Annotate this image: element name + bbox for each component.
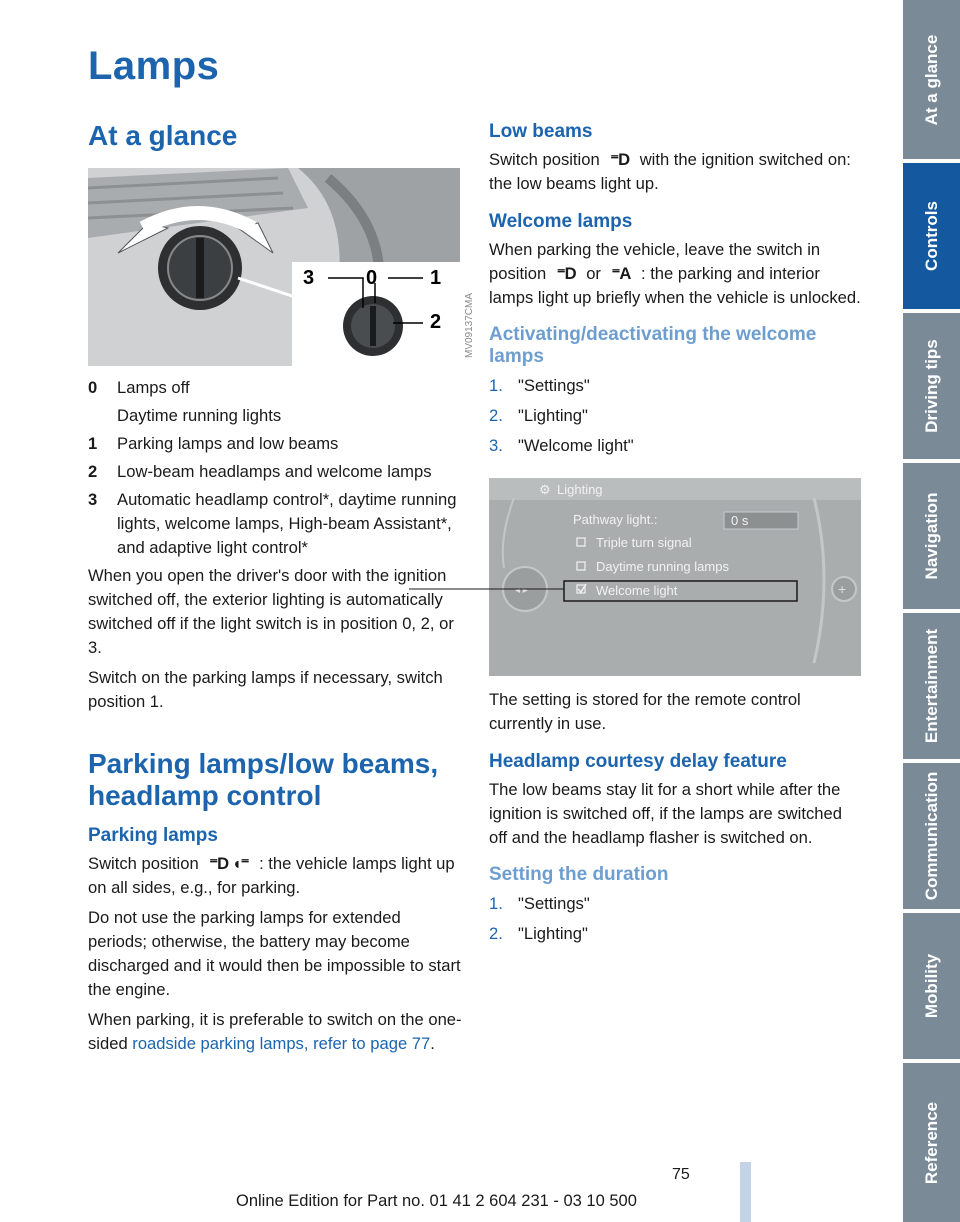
subheading: Low beams xyxy=(489,121,593,142)
chapter-tabs xyxy=(903,0,960,1222)
light-switch-photo xyxy=(88,168,475,366)
list-item: 1. "Settings" xyxy=(489,376,590,395)
list-item: 2 Low-beam headlamps and welcome lamps xyxy=(88,462,432,481)
tab-mobility[interactable]: Mobility xyxy=(903,913,960,1059)
pathway-label: Pathway light.: xyxy=(573,512,658,527)
tab-driving-tips[interactable]: Driving tips xyxy=(903,313,960,459)
subheading: Parking lamps xyxy=(88,825,218,846)
list-item: 1. "Settings" xyxy=(489,894,590,913)
at-a-glance-heading: At a glance xyxy=(88,120,238,151)
figure-watermark: MV09137CMA xyxy=(464,292,475,358)
list-item: 2. "Lighting" xyxy=(489,924,588,943)
tab-controls[interactable]: Controls xyxy=(903,163,960,309)
paragraph: The low beams stay lit for a short while after the ignition is switched off, if the lamps are switched off and the headlamp flasher is switched on. xyxy=(489,780,842,847)
paragraph: The setting is stored for the remote control currently in use. xyxy=(489,690,801,733)
tab-reference[interactable]: Reference xyxy=(903,1063,960,1222)
plus-icon: + xyxy=(838,581,847,597)
left-column xyxy=(88,120,475,1062)
numbered-steps xyxy=(489,892,863,946)
list-item: 1 Parking lamps and low beams xyxy=(88,434,339,453)
low-beam-icon: ⁼D xyxy=(556,264,576,283)
callout-2: 2 xyxy=(430,311,442,333)
subheading: Headlamp courtesy delay feature xyxy=(489,751,787,772)
list-item: Daytime running lights xyxy=(117,406,282,425)
subheading: Welcome lamps xyxy=(489,211,633,232)
right-column xyxy=(489,120,863,952)
lamp-positions-list xyxy=(88,376,462,560)
paragraph: Switch on the parking lamps if necessary, switch position 1. xyxy=(88,668,443,711)
footer-text: Online Edition for Part no. 01 41 2 604 231 - 03 10 500 xyxy=(236,1192,637,1210)
callout-1: 1 xyxy=(430,267,442,289)
callout-3: 3 xyxy=(303,267,315,289)
list-item: 3. "Welcome light" xyxy=(489,436,634,455)
numbered-steps xyxy=(489,374,863,458)
page-number: 75 xyxy=(672,1166,690,1183)
paragraph: When parking, it is preferable to switch on the one-sided roadside parking lamps, refer to page 77. xyxy=(88,1010,462,1053)
list-item: 3 Automatic headlamp control*, daytime running lights, welcome lamps, High-beam Assistant*, and adaptive light control* xyxy=(88,490,457,557)
menu-item-daytime-lamps: Daytime running lamps xyxy=(596,559,729,574)
section-heading: Parking lamps/low beams, headlamp control xyxy=(88,748,439,811)
auto-headlamp-icon: ⁼A xyxy=(611,264,631,283)
subheading: Setting the duration xyxy=(489,864,669,885)
subheading: Activating/deactivating the welcome lamps xyxy=(489,324,817,367)
callout-0: 0 xyxy=(366,267,378,289)
list-item: 2. "Lighting" xyxy=(489,406,588,425)
tab-navigation[interactable]: Navigation xyxy=(903,463,960,609)
paragraph: When parking the vehicle, leave the switch in position ⁼D or ⁼A : the parking and interior lamps light up briefly when the vehicle is unlocked. xyxy=(489,240,861,307)
tab-communication[interactable]: Communication xyxy=(903,763,960,909)
page-marker xyxy=(740,1162,751,1222)
light-switch-illustration xyxy=(88,168,475,366)
page-reference-link[interactable]: roadside parking lamps, refer to page 77 xyxy=(132,1034,431,1053)
pathway-value: 0 s xyxy=(731,513,749,528)
paragraph: Switch position ⁼D with the ignition switched on: the low beams light up. xyxy=(489,150,851,193)
paragraph: When you open the driver's door with the ignition switched off, the exterior lighting is automatically switched off if the light switch is in position 0, 2, or 3. xyxy=(88,566,454,657)
paragraph: Switch position ⁼D ◖⁼ : the vehicle lamps light up on all sides, e.g., for parking. xyxy=(88,854,455,897)
menu-item-welcome-light: Welcome light xyxy=(596,583,678,598)
controller-arrows-icon: ◂ ▸ xyxy=(515,585,528,596)
gear-icon: ⚙ xyxy=(539,482,551,497)
page-title: Lamps xyxy=(88,44,220,88)
tab-entertainment[interactable]: Entertainment xyxy=(903,613,960,759)
screen-title: Lighting xyxy=(557,482,603,497)
menu-item-triple-turn: Triple turn signal xyxy=(596,535,692,550)
parking-lamps-icon: ⁼D ◖⁼ xyxy=(209,854,249,873)
low-beam-icon: ⁼D xyxy=(610,150,630,169)
list-item: 0 Lamps off xyxy=(88,378,190,397)
lighting-menu-illustration xyxy=(489,478,861,676)
tab-at-a-glance[interactable]: At a glance xyxy=(903,0,960,159)
paragraph: Do not use the parking lamps for extended periods; otherwise, the battery may become discharged and it would then be impossible to start the engine. xyxy=(88,908,461,999)
idrive-lighting-screen xyxy=(489,478,861,676)
